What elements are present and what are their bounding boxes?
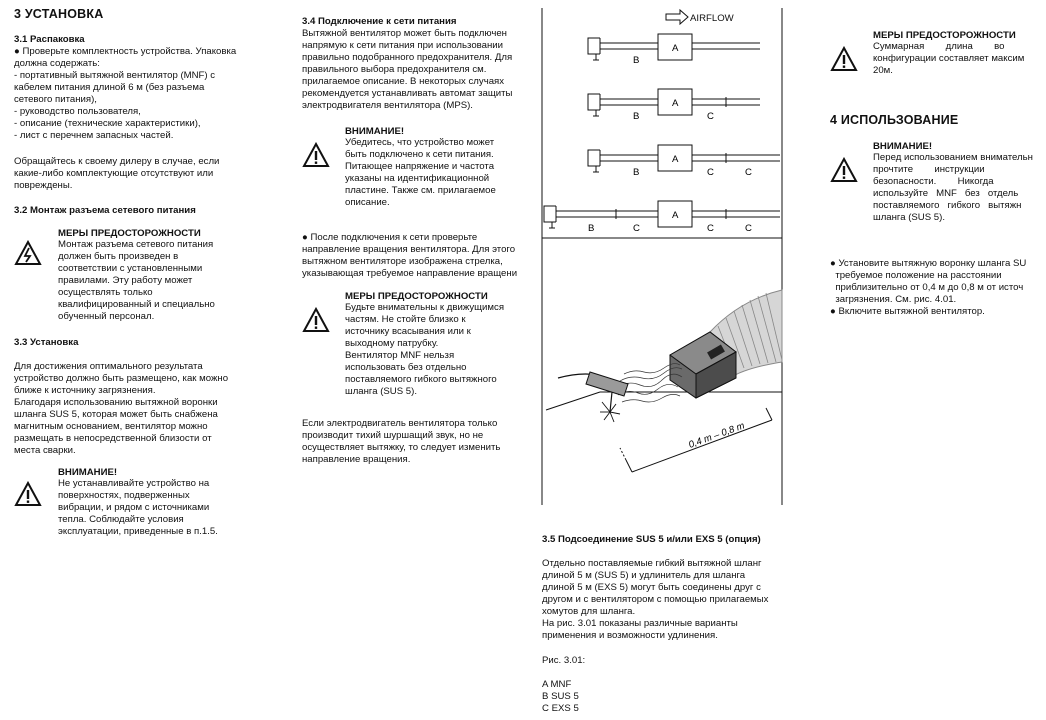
usage-steps: ● Установите вытяжную воронку шланга SU требуемое положение на расстоянии приблизительно от 0,4 м до 0,8 м от источ загрязнения. См. рис. 4.01. ● Включите вытяжной вентилятор. [830,258,1027,317]
precaution-title: МЕРЫ ПРЕДОСТОРОЖНОСТИ [58,228,201,239]
section-3-title: 3 УСТАНОВКА [14,7,104,21]
precaution-title: МЕРЫ ПРЕДОСТОРОЖНОСТИ [873,30,1016,41]
figure-3-01-hose-configurations [540,0,785,505]
attention-text: Не устанавливайте устройство на поверхностях, подверженных вибрации, и рядом с источниками тепла. Соблюдайте условия эксплуатации, приведенные в п.1.5. [58,478,218,537]
legend-item: C EXS 5 [542,703,579,714]
config-row-1 [588,34,760,66]
distance-label: 0,4 m – 0,8 m [687,420,747,451]
label-c: C [745,167,752,178]
label-b: B [633,55,640,66]
precaution-block-electrical [14,228,264,328]
legend-item: B SUS 5 [542,691,579,702]
precaution-text: Монтаж разъема сетевого питания должен быть произведен в соответствии с установленными правилами. Эту работу может осуществлять только квалифицированный и специально обученный персонал. [58,239,215,322]
section-3-1-text-2: Обращайтесь к своему дилеру в случае, если какие-либо комплектующие отсутствуют или повреждены. [14,156,220,191]
label-b: B [633,111,640,122]
attention-title: ВНИМАНИЕ! [873,141,933,152]
warning-triangle-icon [14,481,42,507]
motor-noise-text: Если электродвигатель вентилятора только производит тихий шуршащий звук, но не осуществляет вытяжку, то следует изменить направление вращения. [302,418,501,465]
figure-legend [542,679,742,715]
attention-title: ВНИМАНИЕ! [345,126,405,137]
attention-text: Перед использованием внимательн прочтите инструкции безопасности. Никогда используйте MNF без отдель поставляемого гибкого вытяжн шланга (SUS 5). [873,152,1033,223]
electric-warning-icon [14,240,42,266]
precaution-title: МЕРЫ ПРЕДОСТОРОЖНОСТИ [345,291,488,302]
label-c: C [633,223,640,234]
section-3-4-text: Вытяжной вентилятор может быть подключен напрямую к сети питания при использовании правильно подобранного предохранителя. Для правильного выбора предохранителя см. прилагаемое описание. В некоторых случаях рекомендуется устанавливать автомат защиты электродвигателя вентилятора (MPS). [302,28,513,111]
section-3-5-text: Отдельно поставляемые гибкий вытяжной шланг длиной 5 м (SUS 5) и удлинитель для шланга длиной 5 м (EXS 5) могут быть соединены друг с другом и с вентилятором с помощью прилагаемых хомутов для шланга. На рис. 3.01 показаны различные варианты применения и возможности удлинения. [542,558,769,641]
legend-item: A MNF [542,679,572,690]
warning-triangle-icon [830,157,858,183]
attention-text: Убедитесь, что устройство может быть подключено к сети питания. Питающее напряжение и частота указаны на идентификационной пластине. Также см. прилагаемое описание. [345,137,496,208]
label-a: A [672,210,679,221]
label-c: C [707,223,714,234]
precaution-block-moving-parts [302,291,538,401]
config-row-2 [588,89,760,122]
config-row-3 [588,145,780,178]
rotation-check-text: ● После подключения к сети проверьте направление вращения вентилятора. Для этого вытяжном вентиляторе изображена стрелка, указывающая требуемое направление вращени [302,232,518,279]
section-3-5-title: 3.5 Подсоединение SUS 5 и/или EXS 5 (опция) [542,534,761,545]
label-a: A [672,154,679,165]
config-row-4 [544,201,780,234]
figure-reference: Рис. 3.01: [542,655,586,666]
attention-block-usage [830,141,1046,231]
section-3-1-text: ● Проверьте комплектность устройства. Упаковка должна содержать: - портативный вытяжной вентилятор (MNF) с кабелем питания длиной 6 м (без разъема сетевого питания), - руководство пользователя, - описание (технические характеристики), - лист с перечнем запасных частей. [14,46,237,141]
section-3-4-title: 3.4 Подключение к сети питания [302,16,457,27]
label-c: C [745,223,752,234]
label-c: C [707,111,714,122]
section-3-1-title: 3.1 Распаковка [14,34,85,45]
attention-title: ВНИМАНИЕ! [58,467,118,478]
section-3-2-title: 3.2 Монтаж разъема сетевого питания [14,205,196,216]
attention-block-power [302,126,538,211]
section-4-title: 4 ИСПОЛЬЗОВАНИЕ [830,113,959,127]
label-c: C [707,167,714,178]
attention-block-installation [14,467,264,547]
airflow-label: AIRFLOW [690,13,734,24]
section-3-3-text: Для достижения оптимального результата устройство должно быть размещено, как можно ближе к источнику загрязнения. Благодаря использованию вытяжной воронки шланга SUS 5, которая может быть снабжена магнитным основанием, вентилятор можно размещать в непосредственной близости от места сварки. [14,361,229,456]
airflow-arrow-icon [666,10,688,24]
section-3-3-title: 3.3 Установка [14,337,79,348]
precaution-block-length [830,30,1046,80]
label-a: A [672,98,679,109]
warning-triangle-icon [830,46,858,72]
warning-triangle-icon [302,142,330,168]
welding-extraction-illustration [546,290,782,472]
label-b: B [633,167,640,178]
precaution-text: Будьте внимательны к движущимся частям. Не стойте близко к источнику всасывания или к выходному патрубку. Вентилятор MNF нельзя использовать без отдельно поставляемого гибкого вытяжного шланга (SUS 5). [345,302,505,397]
warning-triangle-icon [302,307,330,333]
label-a: A [672,43,679,54]
precaution-text: Суммарная длина во конфигурации составляет максим 20м. [873,41,1025,76]
label-b: B [588,223,595,234]
